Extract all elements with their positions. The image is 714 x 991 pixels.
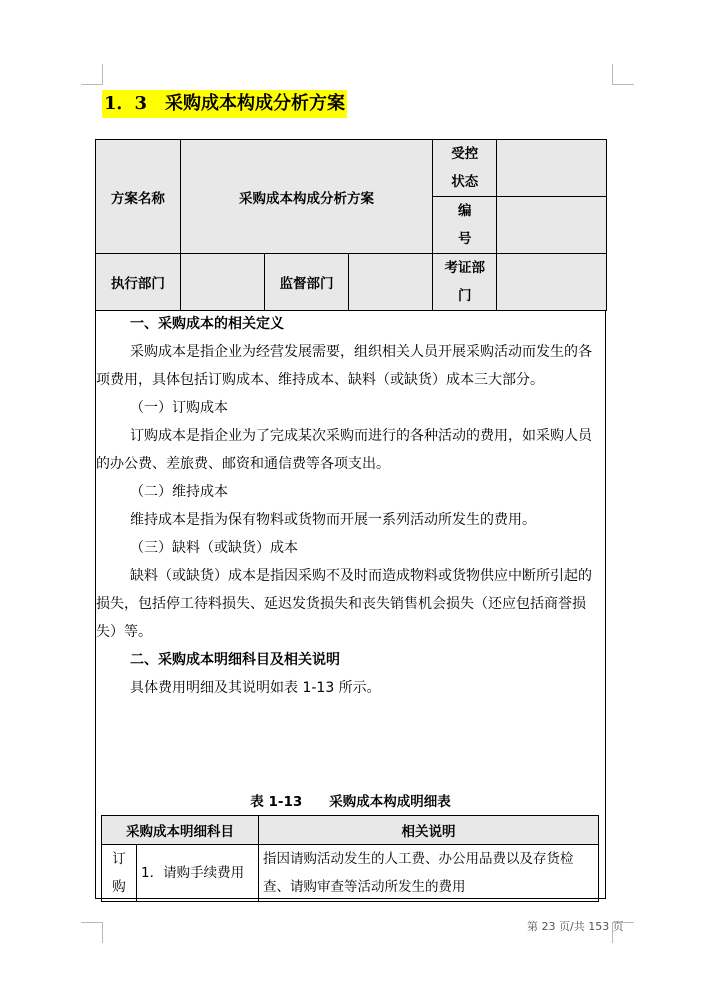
section1-title: 一、采购成本的相关定义 [130, 316, 284, 332]
supervise-dept-label: 监督部门 [264, 254, 349, 311]
column-header-item: 采购成本明细科目 [102, 816, 259, 845]
sub1-paragraph: 订购成本是指企业为了完成某次采购而进行的各种活动的费用，如采购人员的办公费、差旅费、邮资和通信费等各项支出。 [96, 428, 592, 472]
sub2-paragraph: 维持成本是指为保有物料或货物而开展一系列活动所发生的费用。 [130, 512, 536, 528]
corner-mark-top-right [612, 64, 634, 85]
audit-dept-label [433, 254, 497, 311]
row-description: 指因请购活动发生的人工费、办公用品费以及存货检查、请购审查等活动所发生的费用 [259, 845, 599, 902]
corner-mark-bottom-left [81, 922, 103, 943]
control-status-text: 受控状态 [451, 146, 479, 190]
row-category [102, 845, 137, 902]
row-category-text: 订购 [112, 851, 126, 895]
table-caption: 表 1-13 采购成本构成明细表 [250, 794, 451, 810]
page-number: 第 23 页/共 153 页 [527, 920, 624, 933]
sub3-paragraph: 缺料（或缺货）成本是指因采购不及时而造成物料或货物供应中断所引起的损失，包括停工待料损失、延迟发货损失和丧失销售机会损失（还应包括商誉损失）等。 [96, 568, 592, 640]
cost-detail-table [101, 815, 599, 902]
sub2-title: （二）维持成本 [130, 484, 228, 500]
sub3-title: （三）缺料（或缺货）成本 [130, 540, 298, 556]
section2-title: 二、采购成本明细科目及相关说明 [130, 652, 340, 668]
table-row [102, 845, 599, 902]
number-label [433, 197, 497, 254]
row-item: 1．请购手续费用 [137, 845, 259, 902]
number-value[interactable] [497, 197, 607, 254]
plan-header-table [95, 139, 607, 311]
number-text: 编号 [457, 203, 472, 247]
section1-paragraph: 采购成本是指企业为经营发展需要，组织相关人员开展采购活动而发生的各项费用，具体包括订购成本、维持成本、缺料（或缺货）成本三大部分。 [96, 344, 592, 388]
section-heading: 1．3 采购成本构成分析方案 [102, 90, 347, 118]
plan-name-label: 方案名称 [96, 140, 181, 254]
control-status-value[interactable] [497, 140, 607, 197]
supervise-dept-value[interactable] [349, 254, 433, 311]
corner-mark-top-left [81, 64, 103, 85]
section2-paragraph: 具体费用明细及其说明如表 1-13 所示。 [130, 680, 381, 696]
plan-name-value: 采购成本构成分析方案 [180, 140, 432, 254]
exec-dept-label: 执行部门 [96, 254, 181, 311]
audit-dept-value[interactable] [497, 254, 607, 311]
column-header-description: 相关说明 [259, 816, 599, 845]
control-status-label [433, 140, 497, 197]
exec-dept-value[interactable] [180, 254, 264, 311]
audit-dept-text: 考证部门 [444, 260, 485, 304]
plan-content [96, 310, 605, 702]
sub1-title: （一）订购成本 [130, 400, 228, 416]
